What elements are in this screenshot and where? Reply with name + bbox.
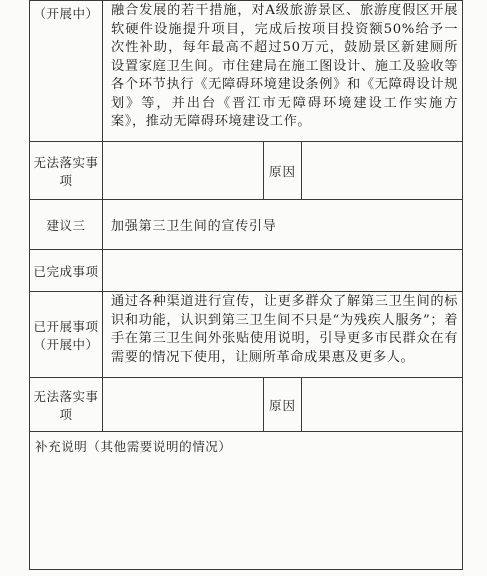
in-progress-description: 通过各种渠道进行宣传，让更多群众了解第三卫生间的标识和功能，认识到第三卫生间不只是“为残疾人服务”；着手在第三卫生间外张贴使用说明，引导更多市民群众在有需要的情况下使用，让厕所革命成果惠及更多人。 [103,292,463,378]
reason-value [302,142,463,200]
in-progress-label-line1: 已开展事项 [33,318,99,334]
table-row [30,292,463,378]
table-row [30,142,463,200]
supplementary-notes: 补充说明（其他需要说明的情况） [30,432,463,570]
unable-to-implement-label: 无法落实事项 [30,142,103,200]
suggestion-status-table [29,0,463,570]
unable-to-implement-value [103,142,264,200]
in-progress-label [30,292,103,378]
progress-description: 融合发展的若干措施，对A级旅游景区、旅游度假区开展软硬件设施提升项目，完成后按项目投资额50%给予一次性补助，每年最高不超过50万元，鼓励景区新建厕所设置家庭卫生间。市住建局在施工图设计、施工及验收等各个环节执行《无障碍环境建设条例》和《无障碍设计规划》等，并出台《晋江市无障碍环境建设工作实施方案》，推动无障碍环境建设工作。 [103,1,463,142]
unable-to-implement-value [103,378,264,432]
table-row [30,200,463,250]
completed-value [103,250,463,292]
reason-label: 原因 [264,378,302,432]
suggestion-label: 建议三 [30,200,103,250]
reason-label: 原因 [264,142,302,200]
table-row [30,432,463,570]
unable-to-implement-label: 无法落实事项 [30,378,103,432]
status-label-in-progress-top: （开展中） [30,1,103,142]
completed-label: 已完成事项 [30,250,103,292]
table-row [30,1,463,142]
in-progress-label-line2: （开展中） [33,336,99,352]
reason-value [302,378,463,432]
table-row [30,378,463,432]
suggestion-text: 加强第三卫生间的宣传引导 [103,200,463,250]
table-row [30,250,463,292]
